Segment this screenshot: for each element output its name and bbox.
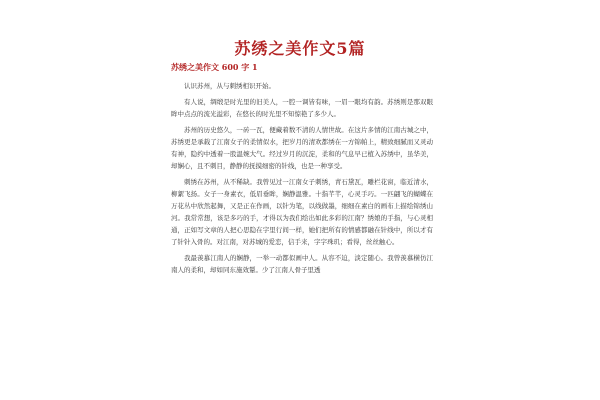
paragraph: 苏州的历史悠久，一砖一瓦，便藏着数不清的人情世故。在这片多情的江南古城之中，苏绣更是承载了江南女子的柔情似水，把岁月的清欢都绣在一方锦帕上，精致细腻而又灵动有神，隐约中透着一股温婉大气。经过岁月的沉淀，柔和的气息早已植入苏绣中，虽华美，却娴心，且不刺目，静静的抚摸细密的针线，也是一种享受。 — [171, 126, 433, 170]
document-title: 苏绣之美作文5篇 — [234, 39, 366, 58]
paragraph: 认识苏州，从与刺绣相识开始。 — [184, 82, 275, 90]
paragraph: 我最羡慕江南人的娴静，一举一动都似画中人。从容不迫，淡定随心。我曾羡慕横仿江南人的柔和，却如同东施效颦。少了江南人骨子里透 — [171, 254, 433, 274]
paragraph: 有人说，绸缎是时光里的旧美人，一腔一调皆有味，一眉一眼均有韵。苏绣则是那双眼眸中点点的流光溢彩，在悠长的时光里不知惊艳了多少人。 — [171, 98, 433, 118]
paragraph: 刺绣在苏州，从不稀缺。我曾见过一江南女子刺绣，青石黛瓦，雕栏花窗，临近清水，柳絮飞扬。女子一身素衣，低眉垂眸，娴静温雅。十指芊芊，心灵手巧。一匹翩飞的蝴蝶在万花丛中欣然起舞，又是正在作画，以针为笔，以线做墨，细细在素白的画布上描绘锦绣山河。我常常想，该是多巧的手，才得以为我们绘出如此多彩的江南？绣娘的手指，与心灵相通，正如写文章的人把心思隐在字里行间一样，她们把所有的情感都融在针线中，所以才有了针针入骨的。对江南，对苏城的爱恋，信手来，字字珠玑；看得，丝丝触心。 — [171, 178, 433, 246]
section-heading: 苏绣之美作文 600 字 1 — [171, 62, 258, 72]
document-body — [171, 80, 433, 280]
